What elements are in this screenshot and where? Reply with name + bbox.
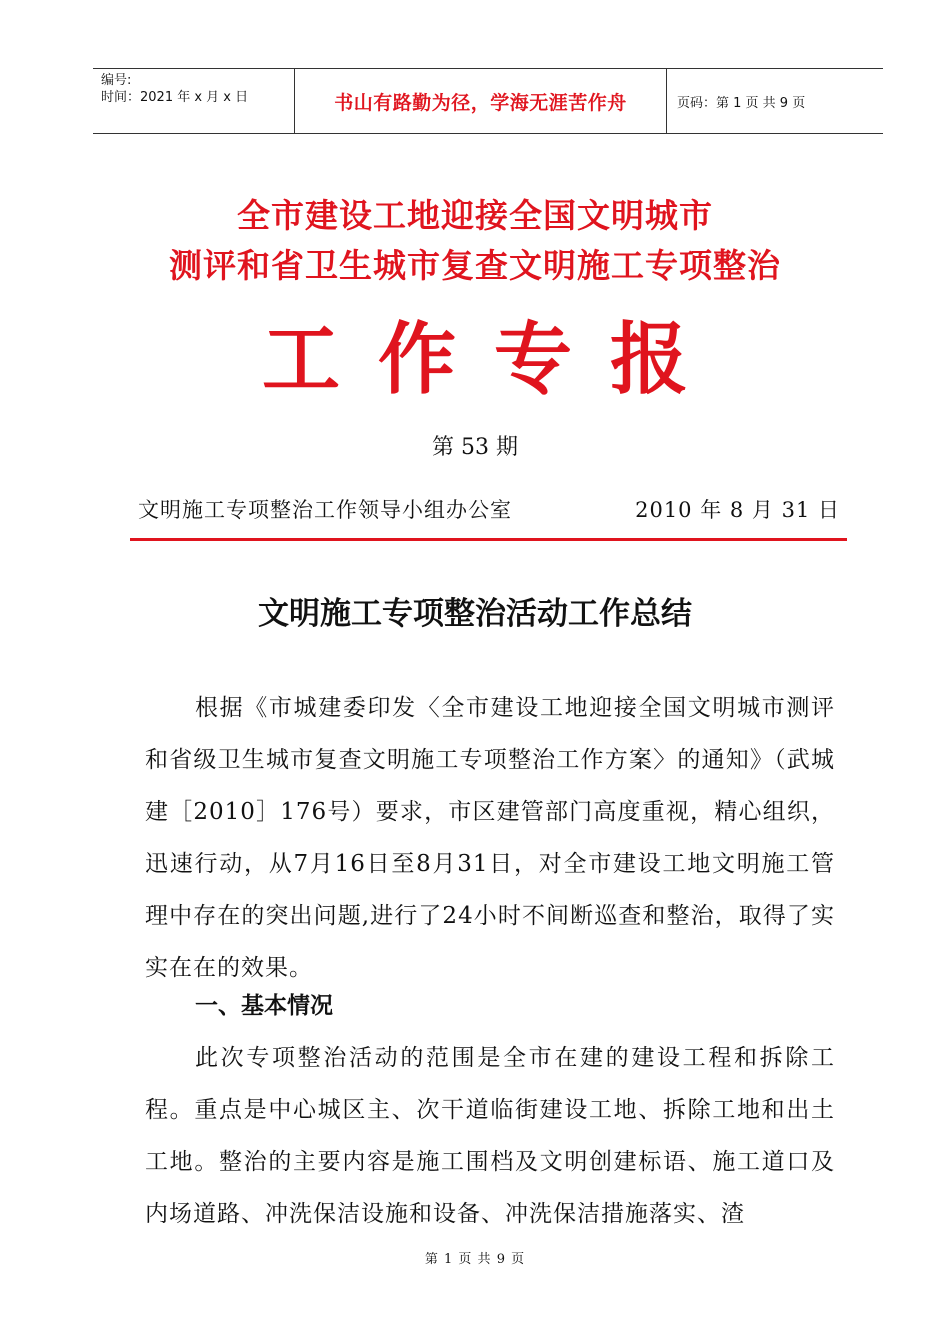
- issue-date: 2010 年 8 月 31 日: [635, 498, 840, 522]
- red-divider: [130, 538, 847, 541]
- section-heading-1: 一、基本情况: [195, 993, 333, 1019]
- header-page-info: 页码：第 1 页 共 9 页: [677, 95, 806, 111]
- issuing-office: 文明施工专项整治工作领导小组办公室: [138, 498, 512, 522]
- report-title-line2: 测评和省卫生城市复查文明施工专项整治: [169, 246, 781, 285]
- report-masthead: 工作专报: [261, 314, 726, 405]
- document-header: [93, 68, 883, 134]
- header-motto: 书山有路勤为径，学海无涯苦作舟: [295, 69, 667, 133]
- number-label: 编号:: [101, 73, 132, 88]
- report-title-line1: 全市建设工地迎接全国文明城市: [237, 196, 713, 235]
- body-paragraph-1: 根据《市城建委印发〈全市建设工地迎接全国文明城市测评和省级卫生城市复查文明施工专项整治工作方案〉的通知》（武城建［2010］176号）要求，市区建管部门高度重视，精心组织，迅速行动，从7月16日至8月31日，对全市建设工地文明施工管理中存在的突出问题,进行了24小时不间断巡查和整治，取得了实实在在的效果。: [145, 695, 835, 981]
- time-label: 时间：2021 年 x 月 x 日: [101, 90, 249, 105]
- issue-number: 第 53 期: [432, 435, 518, 460]
- page-footer: 第 1 页 共 9 页: [424, 1252, 526, 1267]
- document-title: 文明施工专项整治活动工作总结: [258, 596, 692, 632]
- body-paragraph-2: 此次专项整治活动的范围是全市在建的建设工程和拆除工程。重点是中心城区主、次干道临街建设工地、拆除工地和出土工地。整治的主要内容是施工围档及文明创建标语、施工道口及内场道路、冲洗保洁设施和设备、冲洗保洁措施落实、渣: [145, 1045, 835, 1227]
- header-meta: [93, 69, 295, 133]
